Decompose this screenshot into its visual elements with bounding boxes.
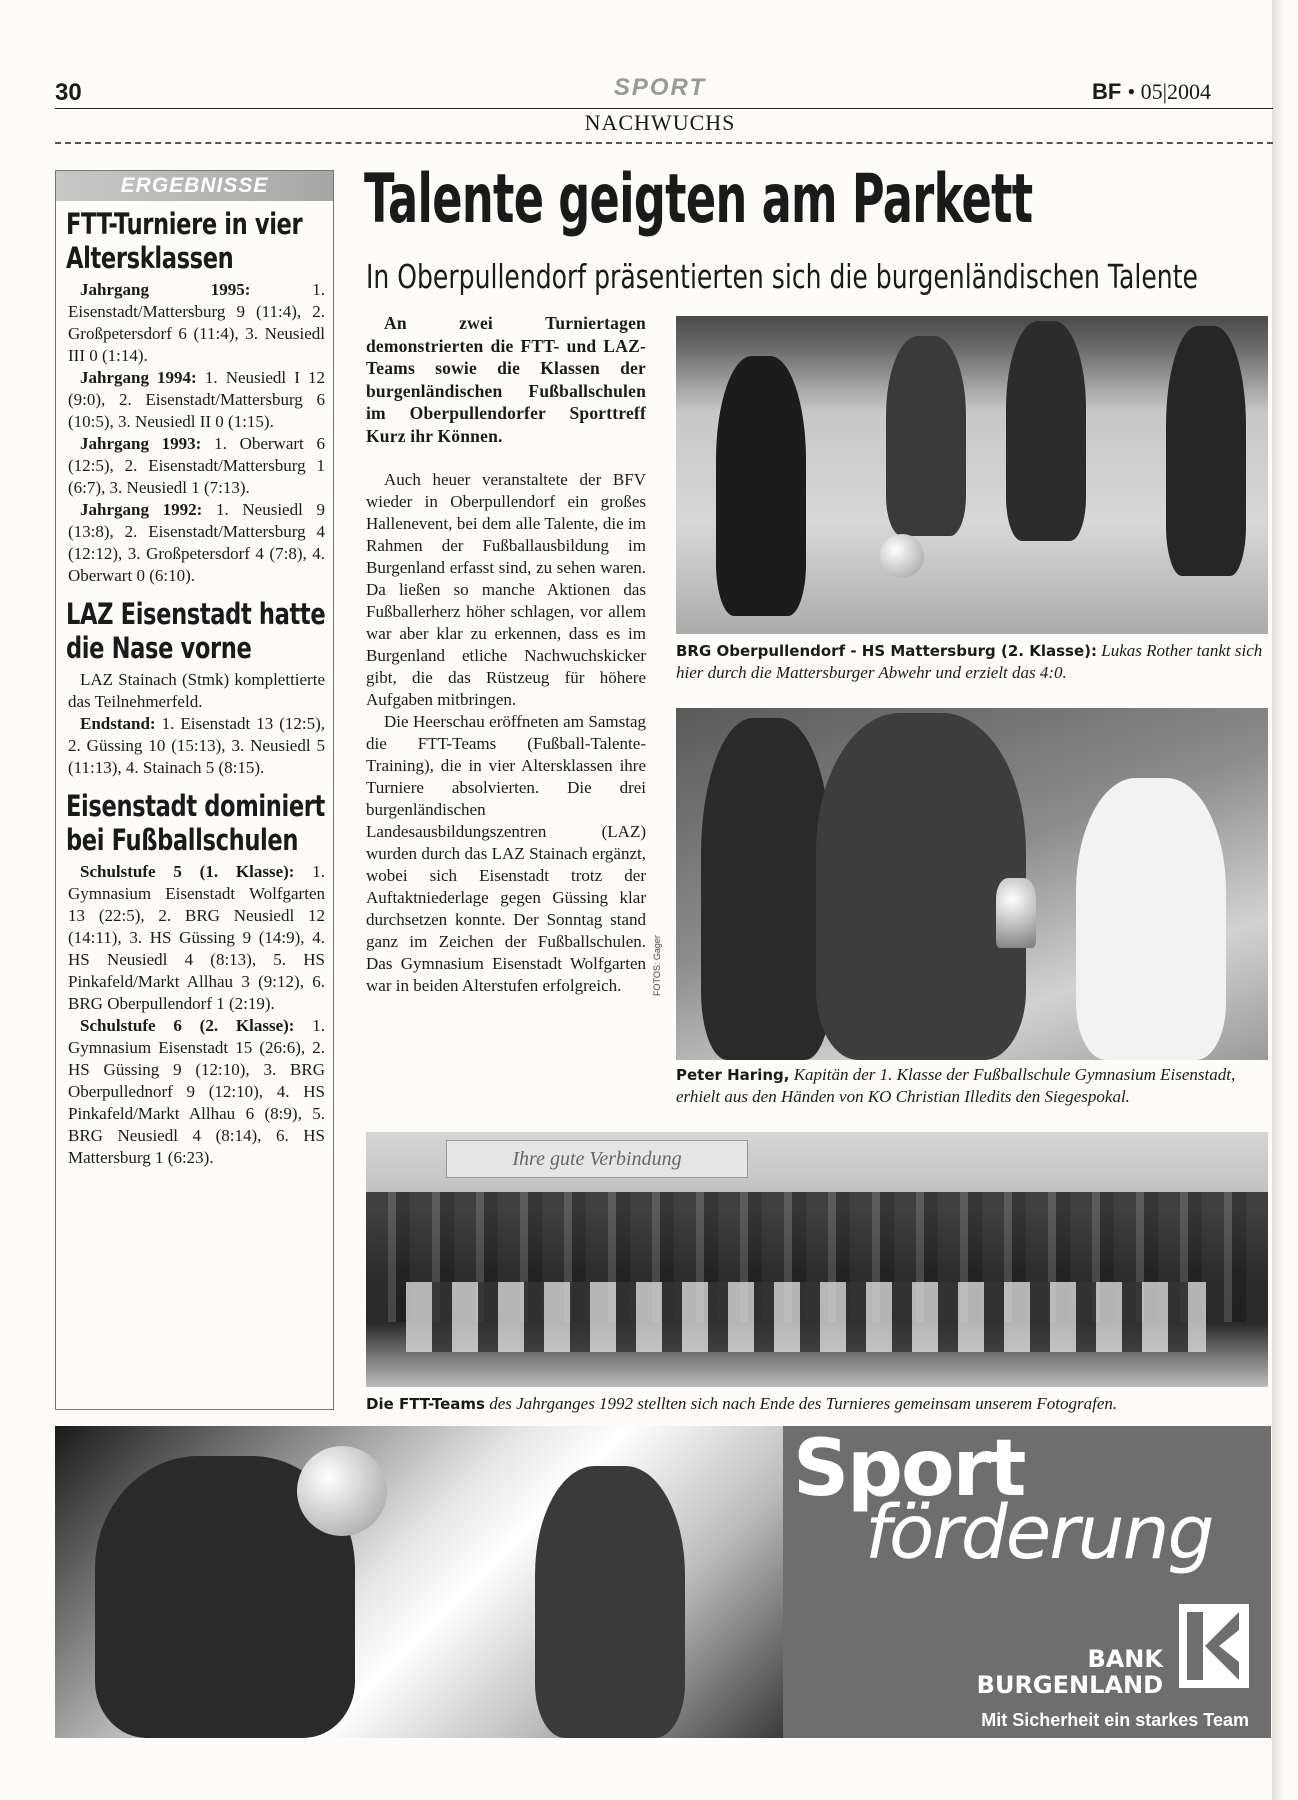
- result-label: Schulstufe 6 (2. Klasse):: [80, 1016, 295, 1035]
- result-text: 1. Oberwart 6 (12:5), 2. Eisenstadt/Mattersburg 1 (6:7), 3. Neusiedl 1 (7:13).: [68, 434, 325, 497]
- sponsor-banner: Ihre gute Verbindung: [446, 1140, 748, 1178]
- article-lead: An zwei Turniertagen demonstrierten die FTT- und LAZ-Teams sowie die Klassen der burgenländischen Fußballschulen im Oberpullendorfer Sporttreff Kurz ihr Können.: [366, 313, 646, 446]
- trophy: [996, 878, 1036, 948]
- header-rule: [55, 108, 1273, 109]
- photo-credit: FOTOS: Gager: [652, 935, 662, 996]
- caption-trophy: [676, 1064, 1276, 1108]
- article-paragraph: Die Heerschau eröffneten am Samstag die FTT-Teams (Fußball-Talente-Training), die in vier Altersklassen ihre Turniere absolvierten. Die drei burgenländischen Landesausbildungszentren (LAZ) wurden durch das LAZ Stainach ergänzt, wobei sich Eisenstadt trotz der Auftaktniederlage gegen Güssing klar durchsetzen konnte. Der Sonntag stand ganz im Zeichen der Fußballschulen. Das Gymnasium Eisenstadt Wolfgarten war in beiden Alterstufen erfolgreich.: [366, 712, 646, 995]
- result-label: Jahrgang 1995:: [80, 280, 251, 299]
- page-edge-shadow: [1272, 0, 1298, 1800]
- person-silhouette: [1076, 778, 1226, 1060]
- caption-text: Lukas Rother tankt sich hier durch die Mattersburger Abwehr und erzielt das 4:0.: [676, 641, 1263, 682]
- player-silhouette: [886, 336, 966, 536]
- ad-title-foerderung: förderung: [865, 1490, 1213, 1576]
- school-results: [68, 861, 325, 1169]
- caption-text: Kapitän der 1. Klasse der Fußballschule Gymnasium Eisenstadt, erhielt aus den Händen von KO Christian Illedits den Siegespokal.: [676, 1065, 1236, 1106]
- caption-match: [676, 640, 1276, 684]
- ftt-results: [68, 279, 325, 587]
- article-paragraph: Auch heuer veranstaltete der BFV wieder in Oberpullendorf ein großes Hallenevent, bei dem alle Talente, die im Rahmen der Fußballausbildung im Burgenland erfasst sind, zu sehen waren. Da ließen so manche Aktionen das Fußballerherz höher schlagen, vor allem war aber klar zu erkennen, dass es im Burgenland etliche Nachwuchskicker gibt, die das Rüstzeug für höhere Aufgaben mitbringen.: [366, 470, 646, 709]
- results-sidebar: [55, 170, 334, 1410]
- result-entry: [68, 861, 325, 1015]
- header-dashed-rule: [55, 142, 1273, 144]
- team-front-row: [406, 1282, 1206, 1352]
- tennis-player-silhouette: [535, 1466, 685, 1738]
- result-text: 1. Eisenstadt/Mattersburg 9 (11:4), 2. Großpetersdorf 6 (11:4), 3. Neusiedl III 0 (1:14).: [68, 280, 325, 365]
- publication-name: BF: [1092, 79, 1122, 104]
- sidebar-heading-ftt: FTT-Turniere in vier Altersklassen: [66, 207, 303, 275]
- player-silhouette: [716, 356, 806, 616]
- result-entry: [68, 713, 325, 779]
- laz-intro: LAZ Stainach (Stmk) komplettierte das Teilnehmerfeld.: [68, 670, 325, 711]
- team-photo: [366, 1132, 1268, 1387]
- match-photo: [676, 316, 1268, 634]
- caption-text: des Jahrganges 1992 stellten sich nach Ende des Turnieres gemeinsam unserem Fotografen.: [484, 1394, 1118, 1413]
- issue-number: • 05|2004: [1127, 79, 1212, 104]
- result-text: 1. Eisenstadt 13 (12:5), 2. Güssing 10 (15:13), 3. Neusiedl 5 (11:13), 4. Stainach 5 (8:15).: [68, 714, 325, 777]
- ad-text-panel: [783, 1426, 1271, 1738]
- result-entry: [68, 433, 325, 499]
- subsection-title: NACHWUCHS: [584, 110, 736, 135]
- result-entry: [68, 367, 325, 433]
- article-body: [366, 312, 646, 997]
- player-silhouette: [1006, 321, 1086, 541]
- article-subheadline: In Oberpullendorf präsentierten sich die burgenländischen Talente: [366, 257, 1198, 296]
- result-label: Jahrgang 1992:: [80, 500, 203, 519]
- bank-name-line2: BURGENLAND: [976, 1671, 1163, 1699]
- football: [297, 1446, 387, 1536]
- bank-slogan: Mit Sicherheit ein starkes Team: [981, 1710, 1249, 1730]
- article-headline: Talente geigten am Parkett: [364, 160, 1033, 239]
- result-label: Schulstufe 5 (1. Klasse):: [80, 862, 295, 881]
- ad-title-sport: Sport: [793, 1426, 1025, 1514]
- publication-issue: [1092, 79, 1211, 105]
- result-entry: [68, 499, 325, 587]
- bank-burgenland-k-logo-icon: [1179, 1604, 1249, 1688]
- result-entry: [68, 279, 325, 367]
- section-title: SPORT: [613, 74, 707, 101]
- result-label: Endstand:: [80, 714, 156, 733]
- sidebar-heading-laz: LAZ Eisenstadt hatte die Nase vorne: [66, 597, 326, 665]
- result-label: Jahrgang 1994:: [80, 368, 197, 387]
- caption-team: [366, 1393, 1286, 1415]
- result-label: Jahrgang 1993:: [80, 434, 202, 453]
- result-text: 1. Gymnasium Eisenstadt 15 (26:6), 2. HS Güssing 9 (12:10), 3. BRG Oberpullednorf 9 (12:10), 4. HS Pinkafeld/Markt Allhau 6 (8:9), 5. BRG Neusiedl 4 (8:14), 6. HS Mattersburg 1 (6:23).: [68, 1016, 326, 1167]
- result-text: 1. Neusiedl I 12 (9:0), 2. Eisenstadt/Mattersburg 6 (10:5), 3. Neusiedl II 0 (1:15).: [68, 368, 326, 431]
- caption-bold: Die FTT-Teams: [366, 1395, 485, 1413]
- result-entry: [68, 1015, 325, 1169]
- laz-results: [68, 669, 325, 779]
- k-logo-glyph-icon: [1179, 1604, 1249, 1688]
- caption-bold: BRG Oberpullendorf - HS Mattersburg (2. Klasse):: [676, 642, 1097, 660]
- results-banner: ERGEBNISSE: [56, 171, 333, 201]
- result-text: 1. Neusiedl 9 (13:8), 2. Eisenstadt/Mattersburg 4 (12:12), 3. Großpetersdorf 4 (7:8), 4. Oberwart 0 (6:10).: [68, 500, 325, 585]
- caption-bold: Peter Haring,: [676, 1066, 790, 1084]
- sidebar-heading-schools: Eisenstadt dominiert bei Fußballschulen: [66, 789, 325, 857]
- person-silhouette: [816, 713, 1026, 1060]
- ad-photo-collage: [55, 1426, 785, 1738]
- football: [880, 534, 924, 578]
- trophy-photo: [676, 708, 1268, 1060]
- bank-name-line1: BANK: [1087, 1645, 1163, 1673]
- player-silhouette: [1166, 326, 1246, 576]
- bank-name: [913, 1646, 1163, 1698]
- sportfoerderung-ad: [55, 1426, 1271, 1738]
- result-text: 1. Gymnasium Eisenstadt Wolfgarten 13 (22:5), 2. BRG Neusiedl 12 (14:11), 3. HS Güssing 9 (14:9), 4. HS Neusiedl 4 (8:13), 5. HS Pinkafeld/Markt Allhau 3 (9:12), 6. BRG Oberpullendorf 1 (2:19).: [68, 862, 326, 1013]
- page-number: 30: [55, 79, 82, 106]
- person-silhouette: [701, 718, 831, 1060]
